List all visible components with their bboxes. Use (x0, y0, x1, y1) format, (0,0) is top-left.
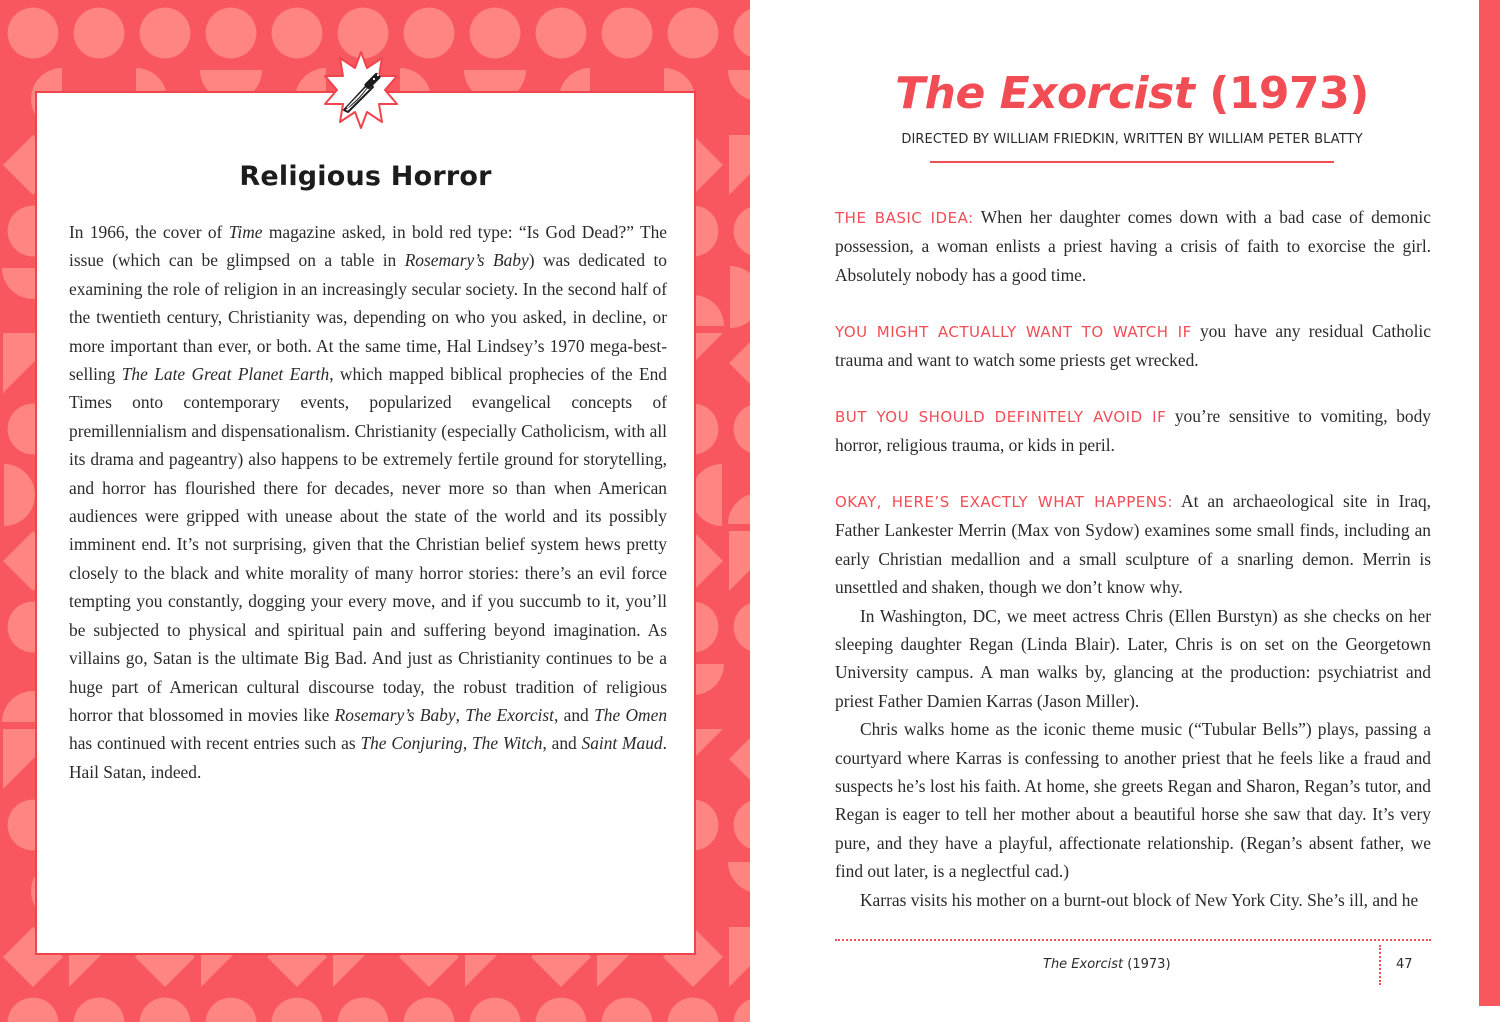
section-text: you’re sensitive to vomiting, body horror, religious trauma, or kids in peril. (835, 406, 1431, 456)
section-first-paragraph (835, 487, 1431, 602)
section-text: When her daughter comes down with a bad case of demonic possession, a woman enlists a priest having a crisis of faith to exorcise the girl. Absolutely nobody has a good time. (835, 207, 1431, 285)
footer-dotted-rule (835, 939, 1431, 941)
pattern-tile (728, 493, 750, 524)
pattern-tile (140, 8, 191, 59)
essay-title: Religious Horror (239, 161, 492, 192)
pattern-tile (729, 333, 750, 393)
section-label: THE BASIC IDEA: (835, 209, 974, 227)
text-run: has continued with recent entries such as (69, 733, 361, 754)
knife-icon (322, 50, 400, 130)
pattern-tile (729, 531, 750, 591)
title-underline (930, 161, 1334, 163)
essay-body (69, 218, 667, 786)
running-footer-title: The Exorcist (1973) (1043, 957, 1171, 972)
pattern-tile (734, 206, 750, 257)
plot-paragraph: In Washington, DC, we meet actress Chris (Ellen Burstyn) as she checks on her sleeping daughter Regan (Linda Blair). Later, Chris is on set on the Georgetown University campus. A man walks by, glancing at the production: psychiatrist and priest Father Damien Karras (Jason Miller). (835, 605, 1431, 711)
pattern-tile (470, 8, 521, 59)
italic-title-run: Saint Maud (581, 733, 663, 754)
film-credits: DIRECTED BY WILLIAM FRIEDKIN, WRITTEN BY WILLIAM PETER BLATTY (901, 132, 1363, 147)
text-run: , and (553, 704, 595, 725)
plot-paragraph: Chris walks home as the iconic theme music (“Tubular Bells”) plays, passing a courtyard where Karras is confessing to another priest that he feels like a fraud and suspects he’s lost his faith. At home, she greets Regan and Sharon, Regan’s tutor, and Regan is eager to tell her mother about a beautiful horse she saw that day. It’s very pure, and they have a playful, affectionate relationship. (Regan’s absent father, we find out later, is a neglectful cad.) (835, 719, 1431, 882)
film-title-year: (1973) (1209, 68, 1369, 119)
pattern-tile (668, 8, 719, 59)
page-number: 47 (1396, 957, 1413, 972)
section-text: At an archaeological site in Iraq, Father Lankester Merrin (Max von Sydow) examines some small finds, including an early Christian medallion and a small sculpture of a snarling demon. Merrin is unsettled and shaken, though we don’t know why. (835, 491, 1431, 598)
section-watch-if (835, 317, 1431, 375)
pattern-tile (74, 8, 125, 59)
pattern-tile (730, 266, 750, 328)
pattern-tile (734, 800, 750, 851)
text-run: , which mapped biblical prophecies of the End Times onto contemporary events, popularized evangelical concepts of premillennialism and dispensationalism. Christianity (especially Catholicism, with all its drama and pageantry) also happens to be extremely fertile ground for storytelling, and horror has flourished there for decades, never more so than when American audiences were gripped with unease about the state of the world and its possibly imminent end. It’s not surprising, given that the Christian belief system hews pretty closely to the black and white morality of many horror stories: there’s an evil force tempting you constantly, dogging your every move, and if you succumb to it, you’ll be subjected to physical and spiritual pain and suffering beyond imagination. As villains go, Satan is the ultimate Big Bad. And just as Christianity continues to be a huge part of American cultural discourse today, the robust tradition of religious horror that blossomed in movies like (69, 364, 667, 725)
italic-title-run: The Omen (594, 704, 668, 725)
text-run: , (455, 704, 466, 725)
pattern-tile (734, 8, 750, 59)
pattern-tile (4, 464, 35, 526)
text-run: In 1966, the cover of (69, 222, 229, 242)
pattern-tile (404, 998, 455, 1022)
text-run: , (462, 733, 472, 754)
text-run: ) was dedicated to examining the role of religion in an increasingly secular society. In the second half of the twentieth century, Christianity was, depending on who you asked, in decline, or more important than ever, or both. At the same time, Hal Lindsey’s 1970 mega-best-selling (69, 250, 667, 385)
pattern-tile (668, 998, 719, 1022)
pattern-tile (206, 998, 257, 1022)
pattern-tile (536, 8, 587, 59)
pattern-tile (404, 8, 455, 59)
section-label: YOU MIGHT ACTUALLY WANT TO WATCH IF (835, 323, 1192, 341)
pattern-tile (74, 998, 125, 1022)
text-run: magazine asked, in bold red type: “Is God Dead?” The issue (which can be glimpsed on a table in (69, 222, 667, 271)
pattern-tile (272, 998, 323, 1022)
pattern-tile (206, 8, 257, 59)
right-page (750, 0, 1500, 1022)
film-title (750, 66, 1500, 122)
pattern-tile (734, 404, 750, 455)
italic-title-run: Rosemary’s Baby (404, 250, 529, 271)
text-run: . Hail Satan, indeed. (69, 733, 667, 782)
italic-title-run: Rosemary’s Baby (334, 704, 456, 725)
pattern-tile (729, 927, 750, 987)
section-label: BUT YOU SHOULD DEFINITELY AVOID IF (835, 408, 1167, 426)
footer-divider (1379, 945, 1381, 985)
page-edge-strip (1479, 0, 1500, 1006)
section-what-happens (835, 487, 1431, 914)
italic-title-run: Time (228, 222, 263, 242)
pattern-tile (602, 998, 653, 1022)
pattern-tile (729, 729, 750, 789)
section-basic-idea (835, 203, 1431, 289)
plot-paragraph: Karras visits his mother on a burnt-out block of New York City. She’s ill, and he (860, 889, 1419, 910)
section-text: you have any residual Catholic trauma and want to watch some priests get wrecked. (835, 321, 1431, 371)
pattern-tile (8, 998, 59, 1022)
essay-card (35, 91, 696, 955)
pattern-tile (338, 998, 389, 1022)
pattern-tile (536, 998, 587, 1022)
pattern-tile (8, 8, 59, 59)
pattern-tile (734, 998, 750, 1022)
italic-title-run: The Exorcist (465, 704, 554, 725)
pattern-tile (729, 135, 750, 195)
pattern-tile (602, 8, 653, 59)
pattern-tile (470, 998, 521, 1022)
italic-title-run: The Late Great Planet Earth (121, 364, 330, 385)
pattern-tile (728, 862, 750, 893)
film-title-name: The Exorcist (895, 68, 1195, 119)
pattern-tile (734, 602, 750, 653)
text-run: , and (542, 733, 582, 754)
section-label: OKAY, HERE’S EXACTLY WHAT HAPPENS: (835, 493, 1174, 511)
pattern-tile (272, 8, 323, 59)
pattern-tile (140, 998, 191, 1022)
section-avoid-if (835, 402, 1431, 460)
italic-title-run: The Witch (471, 733, 543, 754)
pattern-tile (728, 70, 750, 101)
italic-title-run: The Conjuring (360, 733, 463, 754)
